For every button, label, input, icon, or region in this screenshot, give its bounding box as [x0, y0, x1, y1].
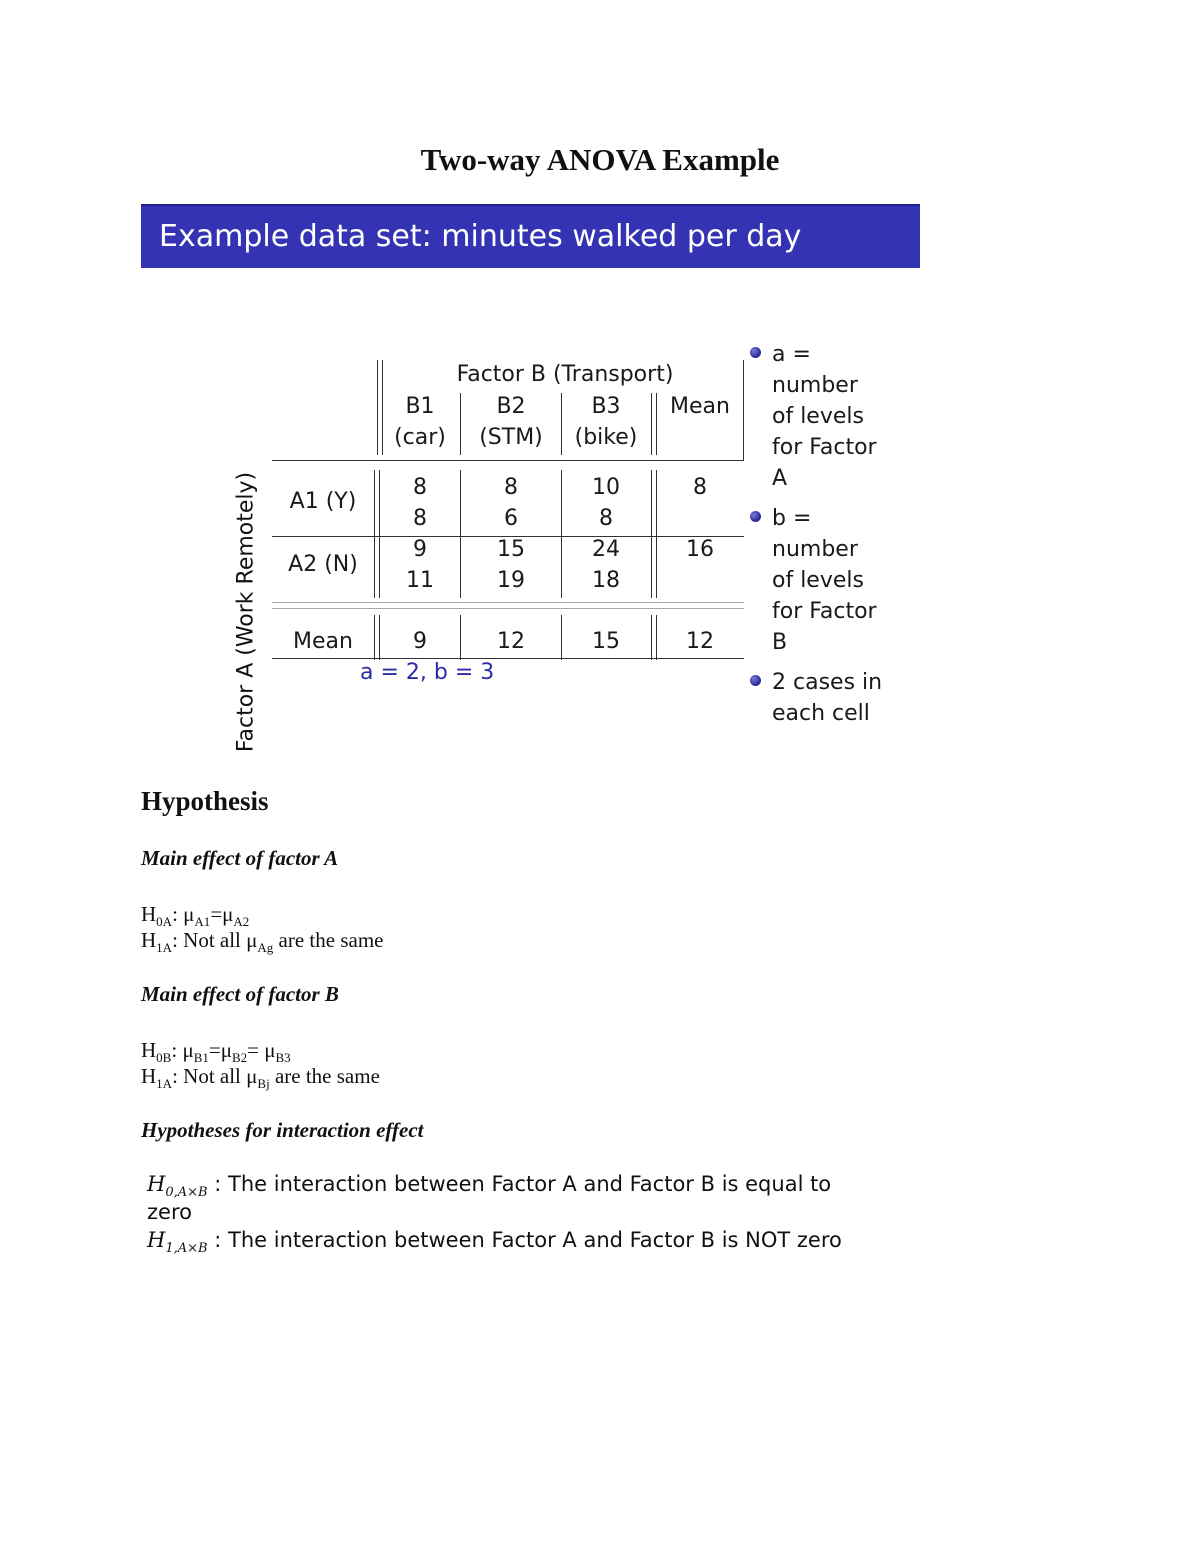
- factor-b-label: Factor B (Transport): [456, 362, 674, 387]
- bullet-icon: [750, 675, 761, 686]
- bullet-text: 2 cases in: [772, 670, 883, 695]
- row-label-mean: Mean: [293, 629, 353, 654]
- table-cell: 8: [599, 506, 613, 531]
- grand-mean: 12: [686, 629, 714, 654]
- hypothesis-h0a: $H_{0A}$: $\mu_{A1}=\mu_{A2}$: [141, 902, 250, 930]
- row-label-a1: A1 (Y): [289, 489, 357, 514]
- hypothesis-h0b: $H_{0B}$: $\mu_{B1}=\mu_{B2}= \mu_{B3}$: [141, 1038, 291, 1066]
- bullet-text: each cell: [772, 701, 870, 726]
- factor-a-label: Factor A (Work Remotely): [233, 471, 259, 753]
- bullet-text: a =: [772, 342, 811, 367]
- row-mean-a1: 8: [693, 475, 707, 500]
- table-cell: 8: [413, 506, 427, 531]
- row-label-a2: A2 (N): [288, 552, 358, 577]
- bullet-icon: [750, 347, 761, 358]
- subsection-heading-interaction: Hypotheses for interaction effect: [141, 1118, 424, 1142]
- banner-title: Example data set: minutes walked per day: [159, 219, 802, 254]
- bullet-text: number: [772, 373, 858, 398]
- col-mean-b3: 15: [592, 629, 620, 654]
- table-cell: 11: [406, 568, 434, 593]
- col-header-b3: B3: [591, 394, 621, 419]
- bullet-text: of levels: [772, 404, 864, 429]
- table-cell: 6: [504, 506, 518, 531]
- col-mean-b2: 12: [497, 629, 525, 654]
- row-mean-a2: 16: [686, 537, 714, 562]
- col-header-b1-sub: (car): [394, 425, 446, 450]
- subsection-heading-factor-a: Main effect of factor A: [141, 846, 339, 870]
- col-header-b2-sub: (STM): [479, 425, 543, 450]
- col-header-b2: B2: [496, 394, 526, 419]
- table-cell: 15: [497, 537, 525, 562]
- hypothesis-h1a: $H_{1A}$: Not all $\mu_{Ag}$ are the same: [141, 928, 384, 956]
- hypothesis-h1b: $H_{1A}$: Not all $\mu_{Bj}$ are the same: [141, 1064, 380, 1092]
- hypothesis-h1-interaction: $H_{1,A\times B}$ : The interaction between Factor A and Factor B is NOT zero: [147, 1228, 842, 1257]
- bullet-text: number: [772, 537, 858, 562]
- section-heading: Hypothesis: [141, 786, 269, 816]
- bullet-text: b =: [772, 506, 812, 531]
- col-header-b1: B1: [405, 394, 435, 419]
- table-cell: 19: [497, 568, 525, 593]
- slide-banner: [141, 204, 920, 268]
- table-cell: 9: [413, 537, 427, 562]
- page-title: Two-way ANOVA Example: [420, 142, 780, 177]
- col-header-mean: Mean: [670, 394, 730, 419]
- subsection-heading-factor-b: Main effect of factor B: [141, 982, 339, 1006]
- hypothesis-h0-interaction: $H_{0,A\times B}$ : The interaction between Factor A and Factor B is equal to: [147, 1172, 832, 1201]
- bullet-text: of levels: [772, 568, 864, 593]
- hypothesis-h0-interaction-cont: zero: [147, 1200, 192, 1224]
- table-cell: 24: [592, 537, 620, 562]
- table-cell: 18: [592, 568, 620, 593]
- bullet-text: B: [772, 630, 788, 655]
- table-cell: 10: [592, 475, 620, 500]
- table-cell: 8: [413, 475, 427, 500]
- bullet-text: A: [772, 466, 788, 491]
- bullet-text: for Factor: [772, 599, 877, 624]
- bullet-icon: [750, 511, 761, 522]
- levels-note: a = 2, b = 3: [360, 660, 495, 685]
- bullet-text: for Factor: [772, 435, 877, 460]
- col-header-b3-sub: (bike): [574, 425, 638, 450]
- col-mean-b1: 9: [413, 629, 427, 654]
- table-cell: 8: [504, 475, 518, 500]
